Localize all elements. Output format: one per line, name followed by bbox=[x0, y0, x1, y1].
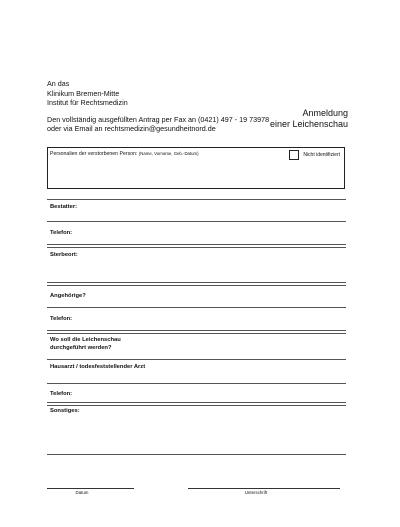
deceased-person-label bbox=[50, 151, 199, 157]
hausarzt-label: Hausarzt / todesfeststellender Arzt bbox=[50, 364, 146, 370]
sterbeort-input-line[interactable] bbox=[47, 282, 346, 286]
deceased-person-label-text: Personalien der verstorbenen Person: bbox=[50, 151, 138, 157]
telefon-input-line-1[interactable] bbox=[47, 244, 346, 248]
telefon-label-2: Telefon: bbox=[50, 316, 73, 322]
instructions-line-2: oder via Email an rechtsmedizin@gesundheitnord.de bbox=[47, 124, 216, 133]
form-title-line-1: Anmeldung bbox=[302, 108, 348, 118]
address-line-2: Klinikum Bremen-Mitte bbox=[47, 88, 120, 98]
not-identified-label: Nicht identifiziert bbox=[303, 152, 340, 158]
bestatter-input-line[interactable] bbox=[47, 221, 346, 222]
form-title bbox=[270, 108, 348, 130]
deceased-person-field[interactable] bbox=[47, 147, 345, 189]
form-title-line-2: einer Leichenschau bbox=[269, 119, 348, 129]
telefon-input-line-3[interactable] bbox=[47, 402, 346, 406]
leichenschau-location-label bbox=[50, 337, 121, 352]
angehoerige-input-line[interactable] bbox=[47, 307, 346, 308]
telefon-label-3: Telefon: bbox=[50, 391, 73, 397]
signature-caption: Unterschrift bbox=[244, 490, 268, 495]
deceased-person-hint: (Name, Vorname, Geb.-Datum) bbox=[138, 151, 199, 156]
signature-line[interactable] bbox=[188, 488, 340, 489]
divider-bestatter bbox=[47, 199, 346, 200]
not-identified-option[interactable] bbox=[289, 150, 340, 160]
sonstiges-label: Sonstiges: bbox=[50, 408, 80, 414]
sterbeort-label: Sterbeort: bbox=[50, 252, 78, 258]
leichenschau-input-line[interactable] bbox=[47, 359, 346, 360]
address-line-1: An das bbox=[47, 79, 70, 88]
sonstiges-input-line[interactable] bbox=[47, 454, 346, 455]
hausarzt-input-line[interactable] bbox=[47, 383, 346, 384]
leichenschau-label-line-2: durchgeführt werden? bbox=[50, 344, 112, 351]
date-caption: Datum bbox=[75, 490, 89, 495]
not-identified-checkbox[interactable] bbox=[289, 150, 299, 160]
bestatter-label: Bestatter: bbox=[50, 204, 78, 210]
recipient-address bbox=[47, 79, 128, 108]
instructions-line-1: Den vollständig ausgefüllten Antrag per Fax an (0421) 497 - 19 73978 bbox=[47, 115, 270, 124]
submission-instructions bbox=[47, 115, 269, 133]
telefon-label-1: Telefon: bbox=[50, 230, 73, 236]
address-line-3: Institut für Rechtsmedizin bbox=[47, 98, 128, 107]
telefon-input-line-2[interactable] bbox=[47, 330, 346, 334]
leichenschau-label-line-1: Wo soll die Leichenschau bbox=[50, 337, 121, 343]
angehoerige-label: Angehörige? bbox=[50, 293, 86, 299]
date-signature-line[interactable] bbox=[47, 488, 134, 489]
